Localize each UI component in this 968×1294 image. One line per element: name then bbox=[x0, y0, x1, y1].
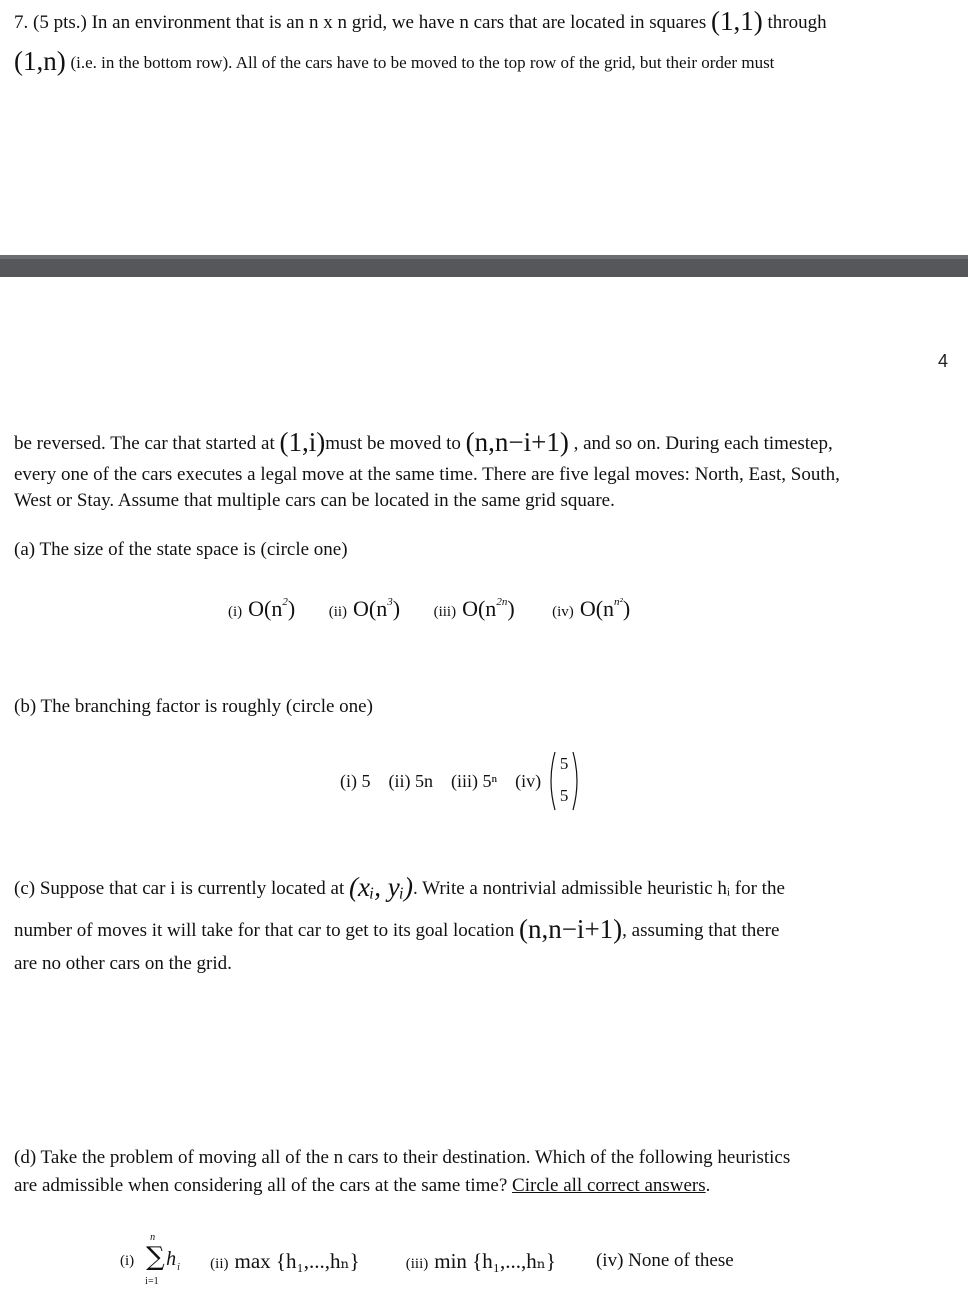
question-7-line-2: (1,n) (i.e. in the bottom row). All of the cars have to be moved to the top row of the grid, but their order must bbox=[14, 46, 775, 76]
math-cell-first: (1,1) bbox=[710, 6, 763, 36]
part-d-option-3[interactable]: (iii) min {h₁,...,hₙ} bbox=[405, 1248, 556, 1273]
page-break-divider bbox=[0, 255, 968, 277]
part-b-option-3[interactable]: (iii) 5ⁿ bbox=[451, 770, 498, 791]
paragraph-line-3: West or Stay. Assume that multiple cars can be located in the same grid square. bbox=[14, 490, 615, 511]
part-a-option-3[interactable]: (iii) $O(n^{2n})$ bbox=[433, 596, 515, 621]
part-b-option-4[interactable]: (iv) 5 5 bbox=[515, 750, 581, 812]
part-d-option-4[interactable]: (iv) None of these bbox=[595, 1250, 734, 1271]
binom-top: 5 bbox=[559, 754, 569, 773]
part-b-option-1[interactable]: (i) 5 bbox=[340, 770, 371, 791]
summation: n ∑ h i i=1 bbox=[145, 1232, 180, 1287]
math-car-position: (xᵢ, yᵢ) bbox=[349, 872, 414, 902]
part-a-question: (a) The size of the state space is (circle one) bbox=[14, 539, 348, 560]
math-goal-location: (n,n−i+1) bbox=[518, 914, 623, 944]
part-a-options bbox=[228, 596, 630, 622]
math-start-cell: (1,i) bbox=[279, 427, 326, 457]
part-a-option-1[interactable]: (i) $O(n^2)$ bbox=[228, 596, 296, 621]
part-d-option-1[interactable]: (i) n ∑ h i i=1 bbox=[120, 1232, 176, 1290]
math-cell-last: (1,n) bbox=[14, 46, 66, 76]
paragraph-line-1: be reversed. The car that started at (1,i)must be moved to (n,n−i+1) , and so on. During each timestep, bbox=[14, 427, 833, 457]
binom-bottom: 5 bbox=[559, 786, 569, 805]
binomial-coefficient bbox=[547, 750, 581, 812]
circle-all-instruction: Circle all correct answers bbox=[512, 1175, 706, 1196]
part-c-line-2: number of moves it will take for that car to get to its goal location (n,n−i+1), assuming that there bbox=[14, 914, 780, 944]
part-b-option-2[interactable]: (ii) 5n bbox=[388, 770, 433, 791]
part-a-option-2[interactable]: (ii) $O(n^3)$ bbox=[328, 596, 401, 621]
part-d-line-1: (d) Take the problem of moving all of the n cars to their destination. Which of the following heuristics bbox=[14, 1147, 791, 1168]
question-7-line-1: 7. (5 pts.) In an environment that is an n x n grid, we have n cars that are located in squares (1,1) through bbox=[14, 6, 827, 36]
part-d-options bbox=[120, 1232, 734, 1290]
part-b-options bbox=[340, 750, 581, 812]
math-goal-cell: (n,n−i+1) bbox=[465, 427, 569, 457]
part-a-option-4[interactable]: (iv) $O(n^{n^2})$ bbox=[552, 596, 631, 621]
paragraph-line-2: every one of the cars executes a legal move at the same time. There are five legal moves: North, East, South, bbox=[14, 464, 840, 485]
page-number: 4 bbox=[938, 351, 949, 371]
part-d-line-2: are admissible when considering all of the cars at the same time? Circle all correct answers. bbox=[14, 1175, 711, 1196]
part-b-question: (b) The branching factor is roughly (circle one) bbox=[14, 696, 373, 717]
part-d-option-2[interactable]: (ii) max {h₁,...,hₙ} bbox=[210, 1248, 360, 1273]
part-c-line-3: are no other cars on the grid. bbox=[14, 953, 232, 974]
part-c-line-1: (c) Suppose that car i is currently located at (xᵢ, yᵢ). Write a nontrivial admissible heuristic hᵢ for the bbox=[14, 872, 785, 902]
